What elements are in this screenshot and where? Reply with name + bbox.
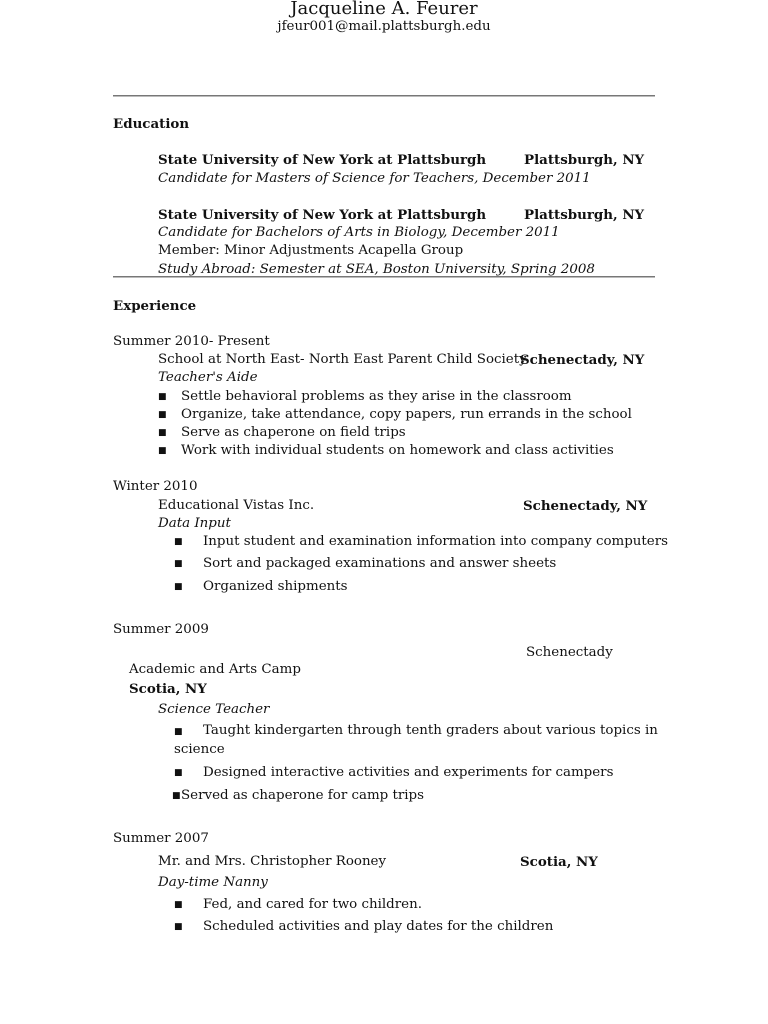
job-title: Data Input <box>158 516 231 531</box>
job-date: Summer 2009 <box>113 622 209 637</box>
job-bullet-continuation: science <box>174 742 225 757</box>
bullet-icon: ■ <box>158 392 167 402</box>
bullet-icon: ■ <box>158 428 167 438</box>
job-bullet: Designed interactive activities and experiments for campers <box>203 765 614 780</box>
job-date: Summer 2007 <box>113 831 209 846</box>
bullet-icon: ■ <box>174 922 183 932</box>
bullet-icon: ■ <box>158 410 167 420</box>
bullet-icon: ■ <box>174 900 183 910</box>
header-divider <box>113 95 655 97</box>
experience-heading: Experience <box>113 298 197 314</box>
job-location: Scotia, NY <box>520 854 598 870</box>
education-degree: Candidate for Masters of Science for Teachers, December 2011 <box>158 171 591 186</box>
education-location: Plattsburgh, NY <box>524 152 645 168</box>
job-location: Scotia, NY <box>129 681 207 697</box>
job-bullet: Fed, and cared for two children. <box>203 897 422 912</box>
job-bullet: Taught kindergarten through tenth graders about various topics in <box>203 723 658 738</box>
education-heading: Education <box>113 116 190 132</box>
bullet-icon: ■ <box>174 582 183 592</box>
bullet-icon: ■ <box>174 727 183 737</box>
job-bullet: Work with individual students on homework and class activities <box>181 443 614 458</box>
resume-name: Jacqueline A. Feurer <box>290 0 478 19</box>
job-date: Summer 2010- Present <box>113 334 270 349</box>
job-bullet: Served as chaperone for camp trips <box>181 788 424 803</box>
education-divider <box>113 276 655 278</box>
job-title: Science Teacher <box>158 702 270 717</box>
job-bullet: Sort and packaged examinations and answer sheets <box>203 556 557 571</box>
bullet-icon: ■ <box>174 537 183 547</box>
job-title: Teacher's Aide <box>158 370 258 385</box>
job-employer: Mr. and Mrs. Christopher Rooney <box>158 854 387 869</box>
education-school: State University of New York at Plattsburgh <box>158 207 487 223</box>
job-location: Schenectady, NY <box>523 498 648 514</box>
education-degree: Candidate for Bachelors of Arts in Biology, December 2011 <box>158 225 560 240</box>
job-location: Schenectady <box>526 645 613 660</box>
bullet-icon: ■ <box>174 768 183 778</box>
job-employer: Academic and Arts Camp <box>129 662 301 677</box>
job-date: Winter 2010 <box>113 479 198 494</box>
bullet-icon: ■ <box>158 446 167 456</box>
job-bullet: Organized shipments <box>203 579 348 594</box>
education-location: Plattsburgh, NY <box>524 207 645 223</box>
education-study-abroad: Study Abroad: Semester at SEA, Boston University, Spring 2008 <box>158 262 595 277</box>
job-bullet: Scheduled activities and play dates for the children <box>203 919 554 934</box>
job-employer: School at North East- North East Parent Child Society <box>158 352 527 367</box>
bullet-icon: ■ <box>174 559 183 569</box>
education-school: State University of New York at Plattsburgh <box>158 152 487 168</box>
education-membership: Member: Minor Adjustments Acapella Group <box>158 243 464 258</box>
contact-email: jfeur001@mail.plattsburgh.edu <box>277 19 491 34</box>
job-location: Schenectady, NY <box>520 352 645 368</box>
job-bullet: Input student and examination information into company computers <box>203 534 668 549</box>
job-bullet: Settle behavioral problems as they arise in the classroom <box>181 389 572 404</box>
job-title: Day-time Nanny <box>158 875 268 890</box>
job-employer: Educational Vistas Inc. <box>158 498 315 513</box>
job-bullet: Serve as chaperone on field trips <box>181 425 406 440</box>
bullet-icon: ■ <box>172 791 181 801</box>
job-bullet: Organize, take attendance, copy papers, run errands in the school <box>181 407 632 422</box>
